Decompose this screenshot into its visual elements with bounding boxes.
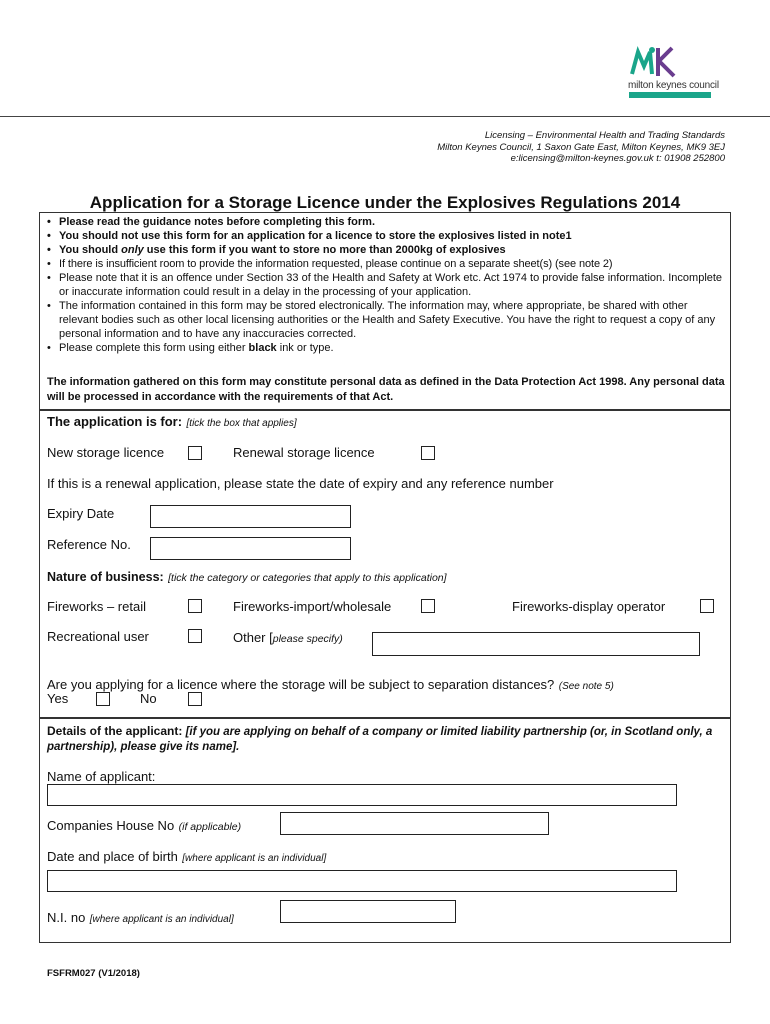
note-item: • The information contained in this form may be stored electronically. The information may, where appropriate, be shared with other relevant bodies such as other local licensing authorities or the Health and Safety Executive. You have the right to request a copy of any personal information and to have any inaccuracies corrected. (47, 299, 727, 341)
new-licence-label: New storage licence (47, 445, 165, 460)
applicant-name-field[interactable] (47, 784, 677, 806)
guidance-notes (47, 215, 727, 355)
application-heading: The application is for: [tick the box that applies] (47, 414, 297, 429)
note-item: • If there is insufficient room to provide the information requested, please continue on a separate sheet(s) (see note 2) (47, 257, 727, 271)
reference-field[interactable] (150, 537, 351, 560)
fireworks-import-label: Fireworks-import/wholesale (233, 599, 392, 614)
companies-house-field[interactable] (280, 812, 549, 835)
recreational-label: Recreational user (47, 629, 149, 644)
contact-address (437, 130, 725, 165)
yes-label: Yes (47, 691, 69, 706)
logo-text: milton keynes council (628, 80, 719, 91)
companies-house-label: Companies House No (if applicable) (47, 818, 242, 833)
new-licence-checkbox[interactable] (188, 446, 202, 460)
page-title: Application for a Storage Licence under the Explosives Regulations 2014 (89, 193, 681, 212)
renewal-licence-checkbox[interactable] (421, 446, 435, 460)
no-label: No (140, 691, 157, 706)
address-line: e:licensing@milton-keynes.gov.uk t: 01908 252800 (510, 153, 725, 164)
logo-bar (629, 92, 711, 98)
fireworks-retail-label: Fireworks – retail (47, 599, 146, 614)
mk-logo-icon (622, 44, 712, 84)
nature-heading: Nature of business: [tick the category or categories that apply to this application] (47, 570, 447, 584)
dob-label: Date and place of birth [where applicant is an individual] (47, 849, 327, 864)
expiry-date-label: Expiry Date (47, 506, 115, 521)
separation-no-checkbox[interactable] (188, 692, 202, 706)
dob-field[interactable] (47, 870, 677, 892)
form-code: FSFRM027 (V1/2018) (47, 968, 140, 979)
fireworks-import-checkbox[interactable] (421, 599, 435, 613)
note-item: • Please read the guidance notes before completing this form. (47, 215, 727, 229)
separation-question: Are you applying for a licence where the storage will be subject to separation distances? (See note 5) (47, 677, 614, 692)
address-line: Milton Keynes Council, 1 Saxon Gate East, Milton Keynes, MK9 3EJ (437, 141, 725, 153)
header-divider (0, 116, 770, 117)
note-item: • You should not use this form for an application for a licence to store the explosives listed in note1 (47, 229, 727, 243)
other-specify-field[interactable] (372, 632, 700, 656)
fireworks-display-checkbox[interactable] (700, 599, 714, 613)
ni-label: N.I. no [where applicant is an individual] (47, 910, 234, 925)
other-label: Other [please specify) (233, 630, 343, 645)
fireworks-retail-checkbox[interactable] (188, 599, 202, 613)
note-item: • You should only use this form if you want to store no more than 2000kg of explosives (47, 243, 727, 257)
note-item: • Please complete this form using either black ink or type. (47, 341, 727, 355)
applicant-heading: Details of the applicant: [if you are applying on behalf of a company or limited liability partnership (or, in Scotland only, a partnership), please give its name]. (47, 724, 713, 753)
data-protection-notice: The information gathered on this form may constitute personal data as defined in the Data Protection Act 1998. Any personal data will be processed in accordance with the requirements of that Act. (47, 376, 725, 403)
renewal-instructions: If this is a renewal application, please state the date of expiry and any reference number (47, 476, 554, 491)
recreational-checkbox[interactable] (188, 629, 202, 643)
fireworks-display-label: Fireworks-display operator (512, 599, 666, 614)
reference-label: Reference No. (47, 537, 131, 552)
renewal-licence-label: Renewal storage licence (233, 445, 375, 460)
note-item: • Please note that it is an offence under Section 33 of the Health and Safety at Work etc. Act 1974 to provide false information. Incomplete or inaccurate information could result in a delay in the processing of your application. (47, 271, 727, 299)
address-line: Licensing – Environmental Health and Trading Standards (484, 130, 725, 141)
expiry-date-field[interactable] (150, 505, 351, 528)
ni-field[interactable] (280, 900, 456, 923)
applicant-name-label: Name of applicant: (47, 769, 156, 784)
separation-yes-checkbox[interactable] (96, 692, 110, 706)
